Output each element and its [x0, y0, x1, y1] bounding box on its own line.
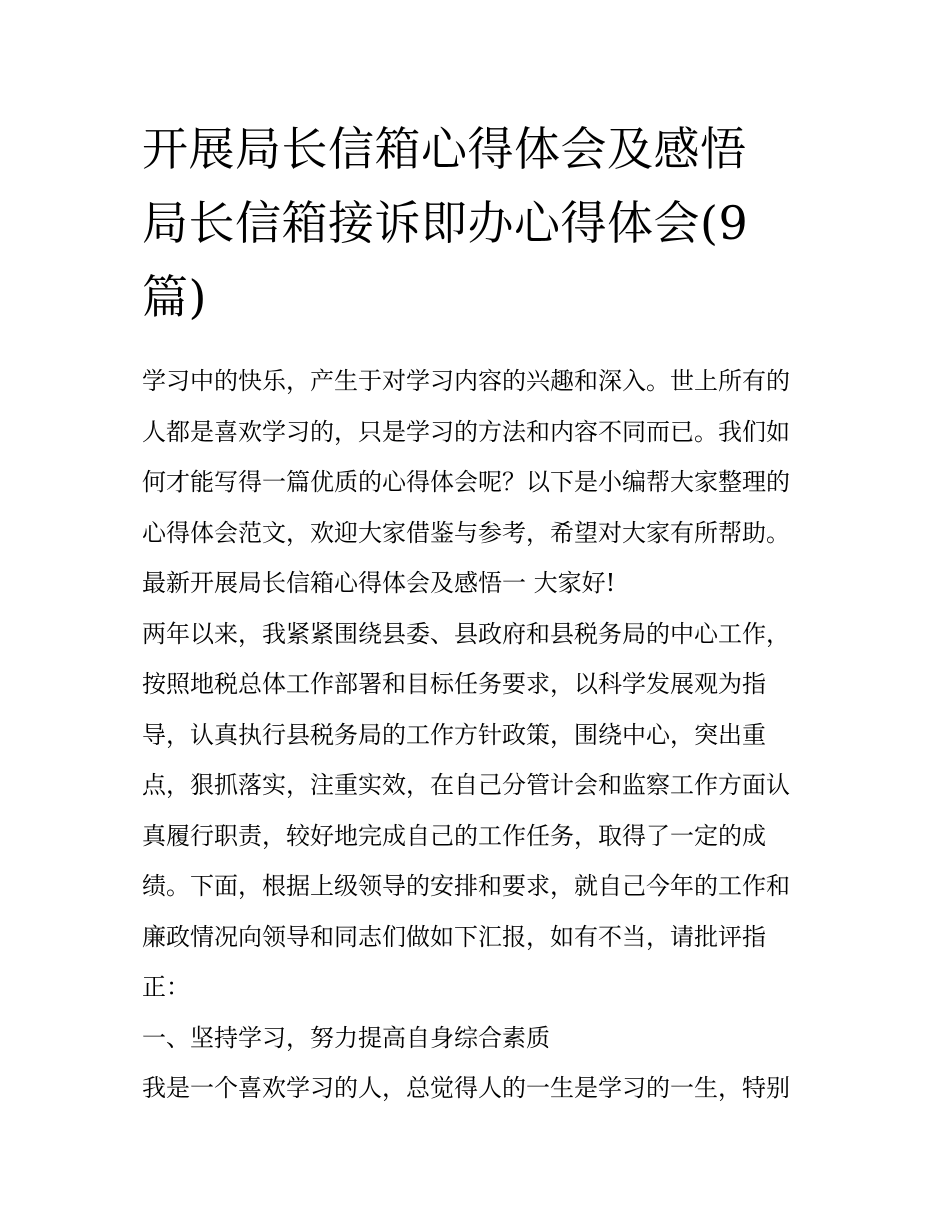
body-line: 何才能写得一篇优质的心得体会呢？以下是小编帮大家整理的 [142, 468, 790, 496]
document-page [142, 112, 814, 1114]
document-body [142, 356, 814, 1114]
body-line: 点，狠抓落实，注重实效，在自己分管计会和监察工作方面认 [142, 771, 790, 799]
body-line: 真履行职责，较好地完成自己的工作任务，取得了一定的成 [142, 821, 766, 850]
body-line: 学习中的快乐，产生于对学习内容的兴趣和深入。世上所有的 [142, 367, 790, 395]
title-line: 篇) [142, 270, 207, 324]
title-line: 开展局长信箱心得体会及感悟 [142, 122, 747, 176]
document-title [142, 112, 814, 334]
body-line: 按照地税总体工作部署和目标任务要求，以科学发展观为指 [142, 670, 766, 698]
title-line: 局长信箱接诉即办心得体会(9 [142, 196, 749, 250]
body-line: 廉政情况向领导和同志们做如下汇报，如有不当，请批评指 [142, 922, 766, 951]
body-line: 绩。下面，根据上级领导的安排和要求，就自己今年的工作和 [142, 872, 790, 900]
body-line: 导，认真执行县税务局的工作方针政策，围绕中心，突出重 [142, 720, 766, 749]
body-line: 我是一个喜欢学习的人，总觉得人的一生是学习的一生，特别 [142, 1074, 790, 1102]
body-line: 最新开展局长信箱心得体会及感悟一 大家好! [142, 569, 616, 597]
body-line: 心得体会范文，欢迎大家借鉴与参考，希望对大家有所帮助。 [142, 518, 790, 547]
body-line: 两年以来，我紧紧围绕县委、县政府和县税务局的中心工作， [142, 619, 790, 648]
body-line: 正： [142, 973, 190, 1001]
section-heading: 一、坚持学习，努力提高自身综合素质 [142, 1023, 550, 1052]
body-line: 人都是喜欢学习的，只是学习的方法和内容不同而已。我们如 [142, 417, 790, 446]
